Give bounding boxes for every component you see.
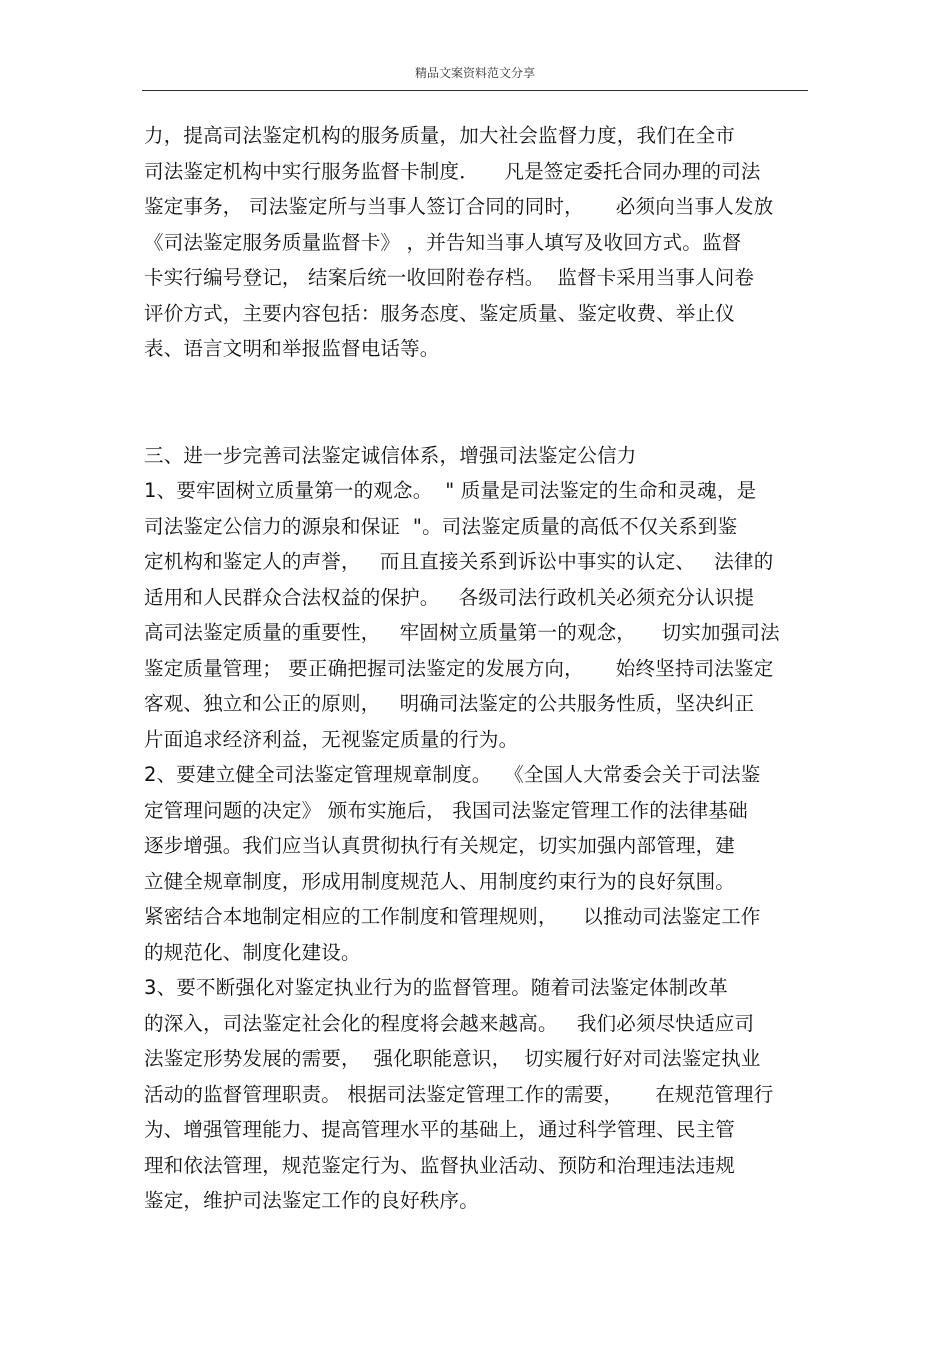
paragraph-line: 客观、独立和公正的原则， 明确司法鉴定的公共服务性质，坚决纠正 bbox=[144, 692, 755, 715]
paragraph-line: 法鉴定形势发展的需要， 强化职能意识， 切实履行好对司法鉴定执业 bbox=[144, 1047, 761, 1070]
paragraph-line: 紧密结合本地制定相应的工作制度和管理规则， 以推动司法鉴定工作 bbox=[144, 905, 761, 928]
paragraph-line: 片面追求经济利益，无视鉴定质量的行为。 bbox=[144, 727, 519, 751]
paragraph-line: 理和依法管理，规范鉴定行为、监督执业活动、预防和治理违法违规 bbox=[144, 1153, 736, 1177]
paragraph-line: 卡实行编号登记， 结案后统一收回附卷存档。 监督卡采用当事人问卷 bbox=[144, 266, 755, 289]
page-header: 精品文案资料范文分享 bbox=[414, 66, 535, 80]
paragraph-line: 逐步增强。我们应当认真贯彻执行有关规定，切实加强内部管理，建 bbox=[144, 834, 736, 857]
item-supervision bbox=[144, 970, 804, 1219]
paragraph-line: 3、要不断强化对鉴定执业行为的监督管理。随着司法鉴定体制改革 bbox=[144, 976, 728, 999]
paragraph-service-supervision bbox=[144, 118, 804, 367]
paragraph-line: 《司法鉴定服务质量监督卡》 ，并告知当事人填写及收回方式。监督 bbox=[144, 230, 742, 254]
section-spacer bbox=[144, 367, 804, 438]
paragraph-line: 鉴定，维护司法鉴定工作的良好秩序。 bbox=[144, 1189, 479, 1212]
paragraph-line: 为、增强管理能力、提高管理水平的基础上，通过科学管理、民主管 bbox=[144, 1118, 736, 1141]
paragraph-line: 司法鉴定公信力的源泉和保证 "。司法鉴定质量的高低不仅关系到鉴 bbox=[144, 514, 738, 538]
item-regulations bbox=[144, 757, 804, 970]
paragraph-line: 力，提高司法鉴定机构的服务质量，加大社会监督力度，我们在全市 bbox=[144, 124, 736, 147]
paragraph-line: 鉴定事务， 司法鉴定所与当事人签订合同的同时， 必须向当事人发放 bbox=[144, 195, 774, 218]
section-heading: 三、进一步完善司法鉴定诚信体系，增强司法鉴定公信力 bbox=[144, 443, 637, 467]
item-quality-first bbox=[144, 473, 804, 757]
paragraph-line: 定管理问题的决定》 颁布实施后， 我国司法鉴定管理工作的法律基础 bbox=[144, 798, 748, 822]
header-rule bbox=[142, 90, 808, 91]
paragraph-line: 适用和人民群众合法权益的保护。 各级司法行政机关必须充分认识提 bbox=[144, 585, 755, 609]
paragraph-line: 立健全规章制度，形成用制度规范人、用制度约束行为的良好氛围。 bbox=[144, 869, 736, 893]
paragraph-line: 评价方式，主要内容包括：服务态度、鉴定质量、鉴定收费、举止仪 bbox=[144, 301, 736, 325]
paragraph-line: 定机构和鉴定人的声誉， 而且直接关系到诉讼中事实的认定、 法律的 bbox=[144, 550, 774, 573]
paragraph-line: 活动的监督管理职责。 根据司法鉴定管理工作的需要， 在规范管理行 bbox=[144, 1082, 774, 1106]
paragraph-line: 2、要建立健全司法鉴定管理规章制度。 《全国人大常委会关于司法鉴 bbox=[144, 763, 761, 786]
paragraph-line: 鉴定质量管理； 要正确把握司法鉴定的发展方向， 始终坚持司法鉴定 bbox=[144, 656, 774, 680]
paragraph-line: 的深入，司法鉴定社会化的程度将会越来越高。 我们必须尽快适应司 bbox=[144, 1011, 755, 1035]
paragraph-line: 的规范化、制度化建设。 bbox=[144, 940, 361, 964]
paragraph-line: 司法鉴定机构中实行服务监督卡制度． 凡是签定委托合同办理的司法 bbox=[144, 159, 761, 183]
document-body bbox=[144, 118, 804, 1219]
paragraph-line: 高司法鉴定质量的重要性， 牢固树立质量第一的观念， 切实加强司法 bbox=[144, 621, 780, 644]
paragraph-line: 表、语言文明和举报监督电话等。 bbox=[144, 337, 440, 360]
paragraph-line: 1、要牢固树立质量第一的观念。 " 质量是司法鉴定的生命和灵魂，是 bbox=[144, 479, 757, 502]
